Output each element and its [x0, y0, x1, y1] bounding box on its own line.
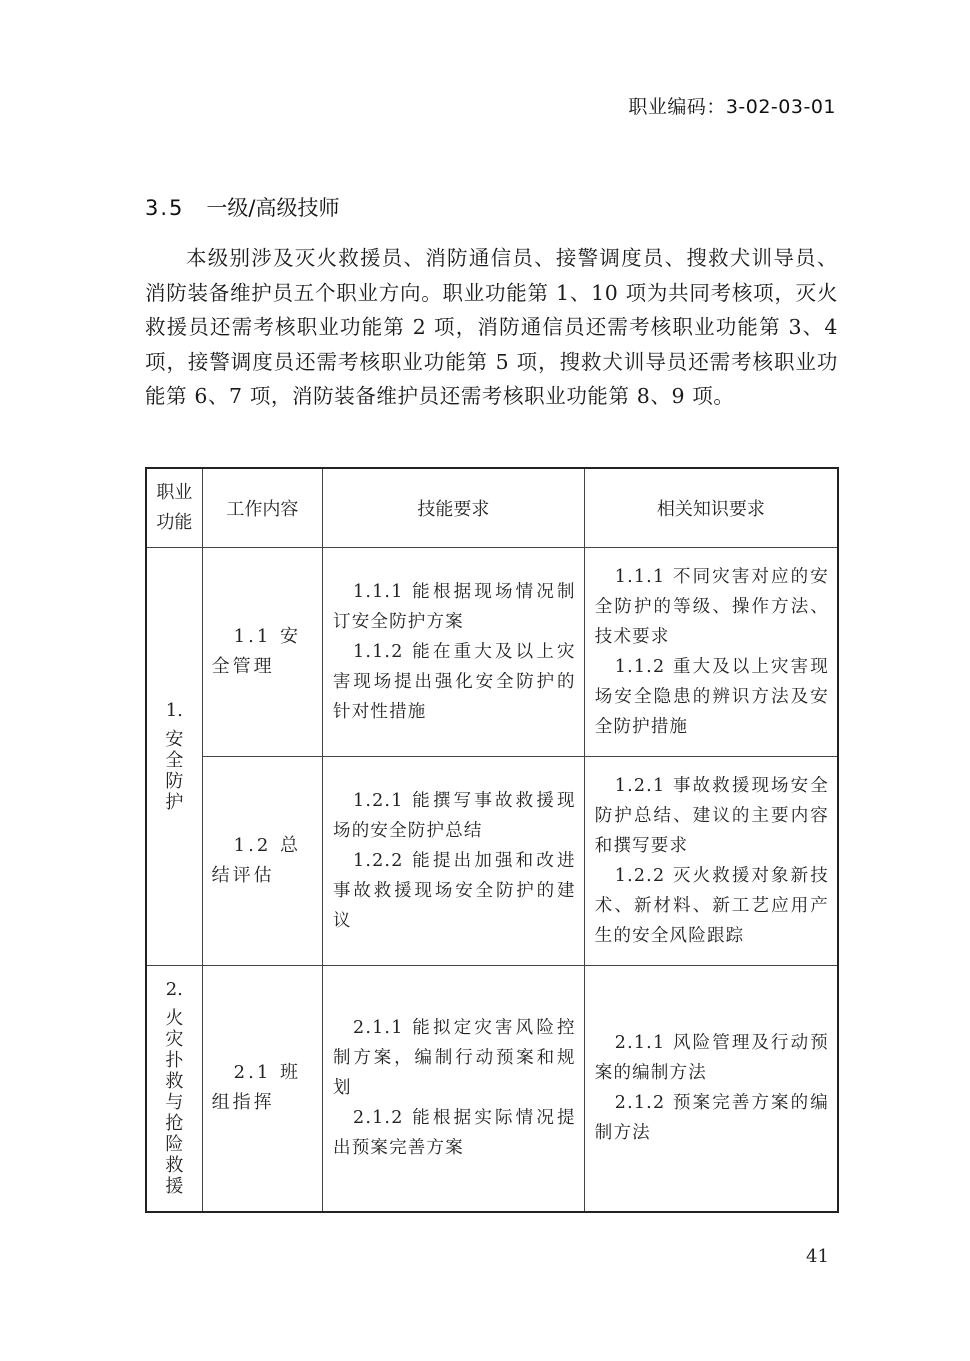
- function-char: 抢: [165, 1113, 184, 1135]
- header-work: 工作内容: [202, 468, 322, 548]
- function-char: 全: [165, 750, 184, 771]
- knowledge-item: 1.2.1 事故救援现场安全防护总结、建议的主要内容和撰写要求: [594, 776, 829, 856]
- section-number: 3.5: [145, 196, 185, 220]
- knowledge-cell: [584, 966, 838, 1212]
- table-row: [146, 757, 838, 966]
- occupation-code: 职业编码：3-02-03-01: [628, 96, 836, 118]
- table-row: [146, 548, 838, 757]
- function-number: 1.: [165, 700, 183, 721]
- function-char: 安: [165, 729, 184, 750]
- knowledge-item: 2.1.2 预案完善方案的编制方法: [594, 1093, 829, 1144]
- function-char: 火: [165, 1008, 184, 1030]
- function-cell: [146, 966, 202, 1212]
- header-knowledge: 相关知识要求: [584, 468, 838, 548]
- skill-item: 1.2.1 能撰写事故救援现场的安全防护总结: [333, 791, 576, 841]
- function-char: 援: [165, 1176, 184, 1198]
- intro-paragraph: 本级别涉及灭火救援员、消防通信员、接警调度员、搜救犬训导员、消防装备维护员五个职业方向。职业功能第 1、10 项为共同考核项，灭火救援员还需考核职业功能第 2 项，消防通信员还需考核职业功能第 3、4 项，接警调度员还需考核职业功能第 5 项，搜救犬训导员还需考核职业功能第 6、7 项，消防装备维护员还需考核职业功能第 8、9 项。: [145, 246, 838, 409]
- skill-item: 2.1.2 能根据实际情况提出预案完善方案: [333, 1108, 576, 1159]
- skill-cell: [323, 548, 585, 757]
- function-char: 与: [165, 1092, 184, 1114]
- work-content-cell: 1.2 总结评估: [202, 757, 322, 966]
- skill-item: 1.1.1 能根据现场情况制订安全防护方案: [333, 582, 576, 632]
- work-content-cell: 1.1 安全管理: [202, 548, 322, 757]
- section-title: 一级/高级技师: [206, 196, 340, 220]
- function-name-vertical: [163, 700, 185, 813]
- function-char: 救: [165, 1155, 184, 1177]
- page-number: 41: [806, 1246, 829, 1267]
- header-function: [146, 468, 202, 548]
- skill-cell: [323, 966, 585, 1212]
- header-function-line1: 职业: [156, 482, 193, 503]
- skill-cell: [323, 757, 585, 966]
- header-function-line2: 功能: [156, 512, 193, 533]
- table-row: [146, 966, 838, 1212]
- skill-item: 1.1.2 能在重大及以上灾害现场提出强化安全防护的针对性措施: [333, 642, 576, 722]
- knowledge-item: 2.1.1 风险管理及行动预案的编制方法: [594, 1033, 829, 1084]
- function-cell: [146, 548, 202, 966]
- function-char: 防: [165, 771, 184, 792]
- skill-item: 1.2.2 能提出加强和改进事故救援现场安全防护的建议: [333, 851, 576, 931]
- knowledge-item: 1.2.2 灭火救援对象新技术、新材料、新工艺应用产生的安全风险跟踪: [594, 866, 829, 946]
- table-header-row: [146, 468, 838, 548]
- function-char: 险: [165, 1134, 184, 1156]
- skill-item: 2.1.1 能拟定灾害风险控制方案，编制行动预案和规划: [333, 1018, 576, 1099]
- knowledge-cell: [584, 757, 838, 966]
- function-char: 灾: [165, 1029, 184, 1051]
- function-char: 救: [165, 1071, 184, 1093]
- section-heading: [145, 192, 339, 222]
- knowledge-item: 1.1.1 不同灾害对应的安全防护的等级、操作方法、技术要求: [594, 567, 829, 647]
- function-char: 护: [165, 792, 184, 813]
- function-name-vertical: [163, 979, 185, 1197]
- work-content-cell: 2.1 班组指挥: [202, 966, 322, 1212]
- header-skill: 技能要求: [323, 468, 585, 548]
- knowledge-cell: [584, 548, 838, 757]
- requirements-table: [145, 467, 839, 1213]
- function-char: 扑: [165, 1050, 184, 1072]
- function-number: 2.: [165, 979, 183, 1001]
- knowledge-item: 1.1.2 重大及以上灾害现场安全隐患的辨识方法及安全防护措施: [594, 657, 829, 737]
